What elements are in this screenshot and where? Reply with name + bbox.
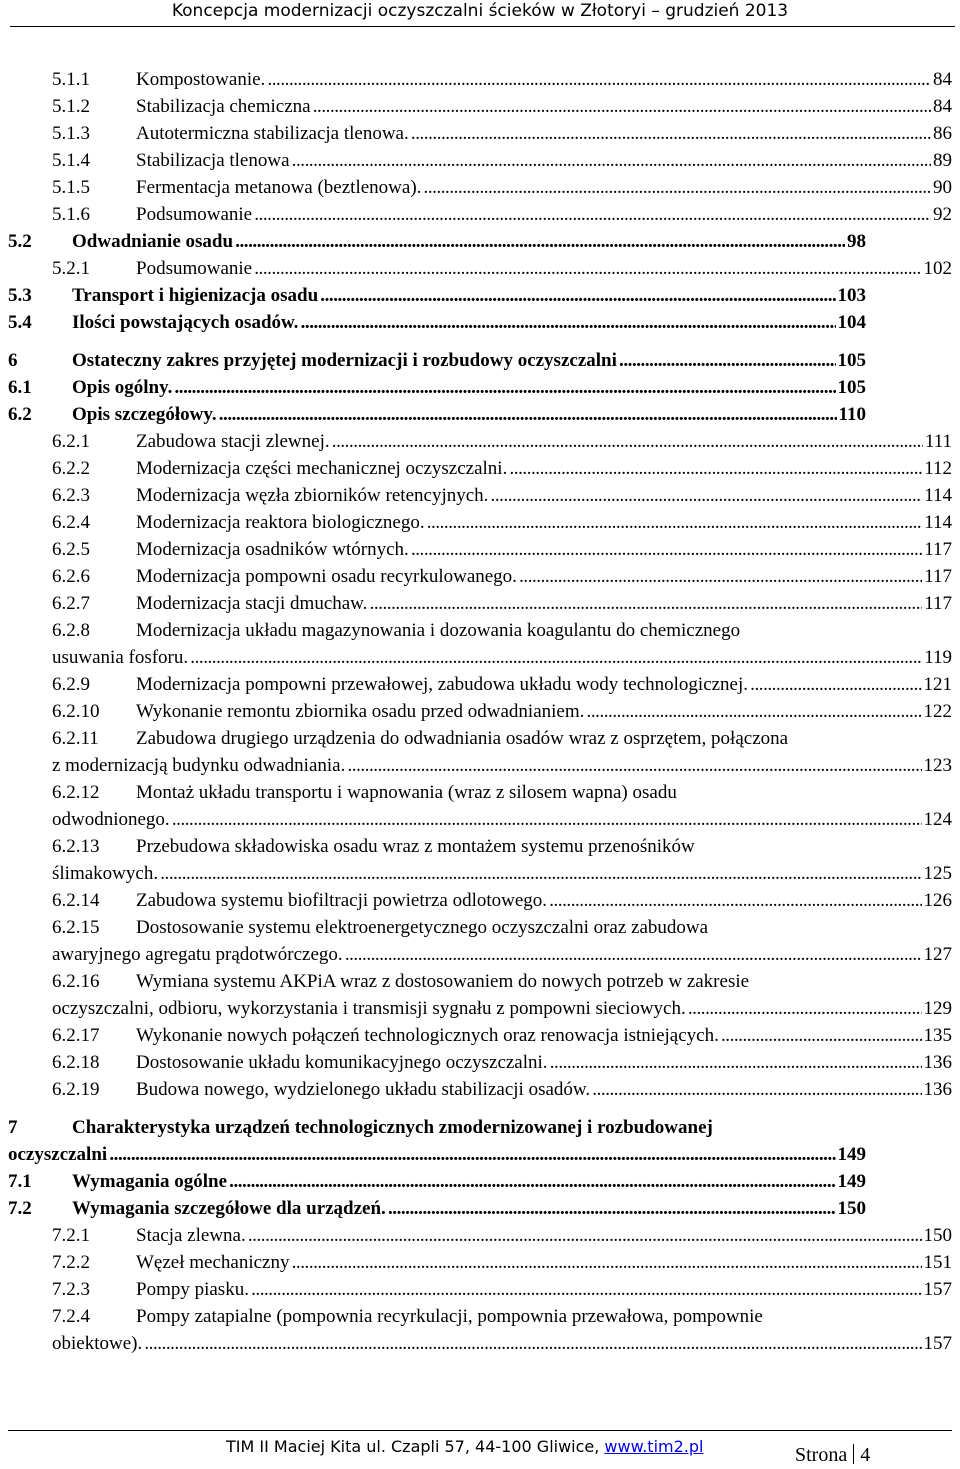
toc-title: Wykonanie nowych połączeń technologicznych oraz renowacja istniejących. . . . xyxy=(136,1022,952,1049)
toc-number: 6.2.14 xyxy=(52,890,100,911)
footer-divider xyxy=(8,1430,952,1431)
toc-title: Modernizacja układu magazynowania i dozowania koagulantu do chemicznego xyxy=(136,620,741,641)
toc-entry[interactable] xyxy=(8,1076,952,1103)
toc-title: Wymagania szczegółowe dla urządzeń. . . . xyxy=(72,1195,866,1222)
toc-title-continued: usuwania fosforu. . . . xyxy=(52,644,952,671)
toc-entry[interactable] xyxy=(8,374,866,401)
toc-entry[interactable] xyxy=(8,779,952,833)
toc-number: 6.2.17 xyxy=(52,1025,100,1046)
toc-number: 7.2.3 xyxy=(52,1279,90,1300)
toc-entry[interactable] xyxy=(8,455,952,482)
toc-page: 119 xyxy=(922,644,952,671)
toc-number: 6.2.3 xyxy=(52,485,90,506)
toc-title-continued: oczyszczalni . . . xyxy=(8,1141,866,1168)
page-number: 4 xyxy=(860,1444,871,1466)
toc-page: 105 xyxy=(836,374,867,401)
toc-page: 92 xyxy=(931,201,952,228)
toc-page: 112 xyxy=(922,455,952,482)
toc-title: Ostateczny zakres przyjętej modernizacji i rozbudowy oczyszczalni . . . xyxy=(72,347,866,374)
toc-entry[interactable] xyxy=(8,563,952,590)
toc-title: Stabilizacja chemiczna . . . xyxy=(136,93,952,120)
toc-entry[interactable] xyxy=(8,509,952,536)
toc-title: Budowa nowego, wydzielonego układu stabilizacji osadów. . . . xyxy=(136,1076,952,1103)
toc-number: 6.2.5 xyxy=(52,539,90,560)
toc-number: 5.1.3 xyxy=(52,123,90,144)
toc-page: 150 xyxy=(922,1222,953,1249)
toc-title: Montaż układu transportu i wapnowania (wraz z silosem wapna) osadu xyxy=(136,782,677,803)
toc-title-continued: ślimakowych. . . . xyxy=(52,860,952,887)
toc-entry[interactable] xyxy=(8,617,952,671)
toc-page: 114 xyxy=(922,509,952,536)
toc-number: 5.4 xyxy=(8,312,32,333)
toc-title: Charakterystyka urządzeń technologicznych zmodernizowanej i rozbudowanej xyxy=(72,1117,713,1138)
toc-page: 117 xyxy=(922,563,952,590)
toc-title: Wykonanie remontu zbiornika osadu przed odwadnianiem. . . . xyxy=(136,698,952,725)
toc-number: 6.1 xyxy=(8,377,32,398)
toc-number: 6.2.13 xyxy=(52,836,100,857)
toc-entry[interactable] xyxy=(8,93,952,120)
toc-number: 7.1 xyxy=(8,1171,32,1192)
toc-page: 103 xyxy=(836,282,867,309)
toc-title: Opis ogólny. . . . xyxy=(72,374,866,401)
toc-number: 6.2.2 xyxy=(52,458,90,479)
toc-title: Kompostowanie. . . . xyxy=(136,66,952,93)
toc-number: 6.2.7 xyxy=(52,593,90,614)
toc-number: 7.2.1 xyxy=(52,1225,90,1246)
toc-title: Modernizacja reaktora biologicznego. . . . xyxy=(136,509,952,536)
toc-page: 90 xyxy=(931,174,952,201)
toc-title: Transport i higienizacja osadu . . . xyxy=(72,282,866,309)
toc-entry[interactable] xyxy=(8,671,952,698)
toc-title: Wymiana systemu AKPiA wraz z dostosowaniem do nowych potrzeb w zakresie xyxy=(136,971,750,992)
toc-number: 7.2.4 xyxy=(52,1306,90,1327)
toc-entry[interactable] xyxy=(8,255,952,282)
toc-entry[interactable] xyxy=(8,309,866,336)
toc-number: 6.2.19 xyxy=(52,1079,100,1100)
toc-title: Pompy zatapialne (pompownia recyrkulacji, pompownia przewałowa, pompownie xyxy=(136,1306,763,1327)
toc-title: Dostosowanie systemu elektroenergetycznego oczyszczalni oraz zabudowa xyxy=(136,917,709,938)
toc-page: 117 xyxy=(922,536,952,563)
toc-page: 127 xyxy=(922,941,953,968)
toc-number: 5.2.1 xyxy=(52,258,90,279)
toc-number: 5.1.1 xyxy=(52,69,90,90)
toc-title: Modernizacja stacji dmuchaw. . . . xyxy=(136,590,952,617)
toc-title: Wymagania ogólne . . . xyxy=(72,1168,866,1195)
footer-link[interactable]: www.tim2.pl xyxy=(604,1437,704,1456)
toc-page: 149 xyxy=(836,1168,867,1195)
toc-page: 111 xyxy=(923,428,952,455)
toc-number: 7.2 xyxy=(8,1198,32,1219)
toc-entry[interactable] xyxy=(8,282,866,309)
toc-page: 84 xyxy=(931,93,952,120)
toc-page: 151 xyxy=(922,1249,953,1276)
page-footer xyxy=(226,1437,703,1461)
toc-entry[interactable] xyxy=(8,833,952,887)
toc-number: 6.2.6 xyxy=(52,566,90,587)
toc-page: 110 xyxy=(837,401,866,428)
toc-entry[interactable] xyxy=(8,66,952,93)
toc-title: Stacja zlewna. . . . xyxy=(136,1222,952,1249)
toc-number: 6.2.15 xyxy=(52,917,100,938)
toc-entry[interactable] xyxy=(8,887,952,914)
toc-page: 149 xyxy=(836,1141,867,1168)
toc-title-continued: odwodnionego. . . . xyxy=(52,806,952,833)
toc-entry[interactable] xyxy=(8,536,952,563)
toc-number: 6.2.11 xyxy=(52,728,99,749)
toc-entry[interactable] xyxy=(8,228,866,255)
toc-title-continued: awaryjnego agregatu prądotwórczego. . . . xyxy=(52,941,952,968)
toc-entry[interactable] xyxy=(8,1303,952,1357)
toc-entry[interactable] xyxy=(8,120,952,147)
toc-entry[interactable] xyxy=(8,1249,952,1276)
toc-title-continued: obiektowe). . . . xyxy=(52,1330,952,1357)
toc-page: 102 xyxy=(922,255,953,282)
toc-page: 136 xyxy=(922,1076,953,1103)
toc-entry[interactable] xyxy=(8,914,952,968)
toc-title: Autotermiczna stabilizacja tlenowa. . . . xyxy=(136,120,952,147)
page-label-separator xyxy=(853,1444,854,1464)
toc-title: Opis szczegółowy. . . . xyxy=(72,401,866,428)
toc-page: 123 xyxy=(922,752,953,779)
header-title: Koncepcja modernizacji oczyszczalni ścieków w Złotoryi – grudzień 2013 xyxy=(171,1,789,21)
toc-entry[interactable] xyxy=(8,201,952,228)
toc-page: 122 xyxy=(922,698,953,725)
toc-entry[interactable] xyxy=(8,174,952,201)
toc-page: 150 xyxy=(836,1195,867,1222)
toc-title: Dostosowanie układu komunikacyjnego oczyszczalni. . . . xyxy=(136,1049,952,1076)
toc-title-continued: oczyszczalni, odbioru, wykorzystania i transmisji sygnału z pompowni sieciowych. . . . xyxy=(52,995,952,1022)
toc-page: 114 xyxy=(922,482,952,509)
toc-number: 6.2.1 xyxy=(52,431,90,452)
toc-entry[interactable] xyxy=(8,1114,866,1168)
toc-page: 105 xyxy=(836,347,867,374)
toc-number: 5.3 xyxy=(8,285,32,306)
toc-number: 7 xyxy=(8,1117,18,1138)
toc-title: Modernizacja węzła zbiorników retencyjnych. . . . xyxy=(136,482,952,509)
page-number-label xyxy=(795,1444,870,1467)
toc-page: 129 xyxy=(922,995,953,1022)
toc-page: 135 xyxy=(922,1022,953,1049)
toc-page: 124 xyxy=(922,806,953,833)
toc-page: 117 xyxy=(922,590,952,617)
toc-number: 7.2.2 xyxy=(52,1252,90,1273)
toc-number: 6.2.12 xyxy=(52,782,100,803)
toc-entry[interactable] xyxy=(8,590,952,617)
toc-entry[interactable] xyxy=(8,1222,952,1249)
toc-title-continued: z modernizacją budynku odwadniania. . . . xyxy=(52,752,952,779)
toc-number: 6.2.8 xyxy=(52,620,90,641)
toc-title: Pompy piasku. . . . xyxy=(136,1276,952,1303)
toc-number: 6.2.4 xyxy=(52,512,90,533)
toc-number: 6.2.18 xyxy=(52,1052,100,1073)
toc-page: 157 xyxy=(922,1276,953,1303)
toc-page: 84 xyxy=(931,66,952,93)
toc-title: Odwadnianie osadu . . . xyxy=(72,228,866,255)
toc-page: 121 xyxy=(922,671,953,698)
toc-page: 125 xyxy=(922,860,953,887)
toc-title: Modernizacja pompowni przewałowej, zabudowa układu wody technologicznej. . . . xyxy=(136,671,952,698)
toc-title: Podsumowanie . . . xyxy=(136,255,952,282)
footer-text: TIM II Maciej Kita ul. Czapli 57, 44-100 Gliwice, xyxy=(226,1437,605,1456)
toc-entry[interactable] xyxy=(8,1195,866,1222)
toc-entry[interactable] xyxy=(8,725,952,779)
toc-number: 6 xyxy=(8,350,18,371)
toc-page: 126 xyxy=(922,887,953,914)
toc-entry[interactable] xyxy=(8,401,866,428)
toc-title: Zabudowa stacji zlewnej. . . . xyxy=(136,428,952,455)
toc-number: 6.2.10 xyxy=(52,701,100,722)
toc-title: Fermentacja metanowa (beztlenowa). . . . xyxy=(136,174,952,201)
toc-number: 5.1.4 xyxy=(52,150,90,171)
toc-page: 104 xyxy=(836,309,867,336)
toc-title: Modernizacja części mechanicznej oczyszczalni. . . . xyxy=(136,455,952,482)
toc-page: 98 xyxy=(845,228,866,255)
toc-entry[interactable] xyxy=(8,147,952,174)
toc-number: 5.1.5 xyxy=(52,177,90,198)
toc-title: Podsumowanie . . . xyxy=(136,201,952,228)
toc-title: Przebudowa składowiska osadu wraz z montażem systemu przenośników xyxy=(136,836,695,857)
toc-entry[interactable] xyxy=(8,428,952,455)
toc-number: 5.2 xyxy=(8,231,32,252)
toc-entry[interactable] xyxy=(8,1049,952,1076)
toc-page: 136 xyxy=(922,1049,953,1076)
toc-number: 6.2 xyxy=(8,404,32,425)
toc-page: 86 xyxy=(931,120,952,147)
toc-title: Modernizacja osadników wtórnych. . . . xyxy=(136,536,952,563)
toc-title: Stabilizacja tlenowa . . . xyxy=(136,147,952,174)
toc-entry[interactable] xyxy=(8,482,952,509)
toc-entry[interactable] xyxy=(8,347,866,374)
toc-page: 157 xyxy=(922,1330,953,1357)
toc-entry[interactable] xyxy=(8,968,952,1022)
toc-number: 5.1.6 xyxy=(52,204,90,225)
toc-title: Modernizacja pompowni osadu recyrkulowanego. . . . xyxy=(136,563,952,590)
toc-entry[interactable] xyxy=(8,1022,952,1049)
toc-title: Ilości powstających osadów. . . . xyxy=(72,309,866,336)
toc-number: 6.2.9 xyxy=(52,674,90,695)
page-label-text: Strona xyxy=(795,1444,848,1466)
toc-entry[interactable] xyxy=(8,698,952,725)
toc-title: Węzeł mechaniczny . . . xyxy=(136,1249,952,1276)
toc-page: 89 xyxy=(931,147,952,174)
toc-title: Zabudowa systemu biofiltracji powietrza odlotowego. . . . xyxy=(136,887,952,914)
toc-title: Zabudowa drugiego urządzenia do odwadniania osadów wraz z osprzętem, połączona xyxy=(136,728,789,749)
toc-number: 5.1.2 xyxy=(52,96,90,117)
toc-entry[interactable] xyxy=(8,1276,952,1303)
toc-entry[interactable] xyxy=(8,1168,866,1195)
toc-number: 6.2.16 xyxy=(52,971,100,992)
